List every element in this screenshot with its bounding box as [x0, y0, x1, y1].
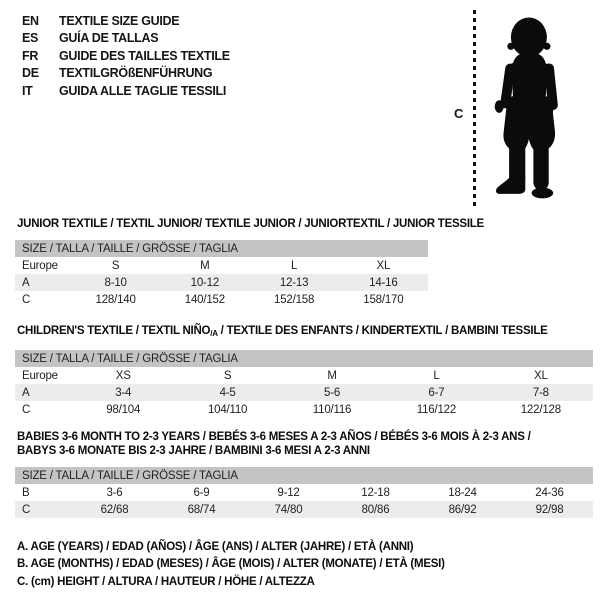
- table-cell: 92/98: [535, 503, 564, 516]
- table-cell: 10-12: [190, 276, 220, 289]
- section-title-text: / TEXTILE DES ENFANTS / KINDERTEXTIL / BAMBINI TESSILE: [217, 325, 548, 337]
- table-cell: 6-9: [193, 486, 210, 499]
- language-label: GUIDA ALLE TAGLIE TESSILI: [59, 83, 227, 98]
- section-title-line: BABIES 3-6 MONTH TO 2-3 YEARS / BEBÉS 3-6 MESES A 2-3 AÑOS / BÉBÉS 3-6 MOIS À 2-3 ANS /: [17, 431, 531, 443]
- table-cell: XL: [533, 369, 548, 382]
- table-row: [15, 367, 593, 384]
- table-row: [15, 257, 428, 274]
- table-cell: XS: [115, 369, 131, 382]
- table-cell: 24-36: [535, 486, 564, 499]
- table-cell: 14-16: [369, 276, 398, 289]
- row-label: A: [22, 386, 30, 399]
- language-row: [22, 65, 230, 83]
- babies-table-section: [15, 430, 593, 518]
- row-label: B: [22, 486, 30, 499]
- section-title-line: BABYS 3-6 MONATE BIS 2-3 JAHRE / BAMBINI 3-6 MESI A 2-3 ANNI: [17, 445, 370, 457]
- height-measure-line: [473, 10, 476, 207]
- language-label: GUIDE DES TAILLES TEXTILE: [59, 48, 230, 63]
- size-header-bar: SIZE / TALLA / TAILLE / GRÖSSE / TAGLIA: [15, 467, 593, 484]
- table-cell: 7-8: [532, 386, 549, 399]
- table-rows: [15, 484, 593, 518]
- section-title: [17, 324, 593, 341]
- legend-line: A. AGE (YEARS) / EDAD (AÑOS) / ÂGE (ANS) / ALTER (JAHRE) / ETÀ (ANNI): [17, 541, 414, 553]
- table-cell: 4-5: [219, 386, 236, 399]
- language-row: [22, 12, 230, 30]
- table-cell: 110/116: [312, 403, 352, 416]
- table-cell: 18-24: [448, 486, 477, 499]
- section-title-subscript: /A: [210, 329, 218, 338]
- size-header-bar: SIZE / TALLA / TAILLE / GRÖSSE / TAGLIA: [15, 350, 593, 367]
- table-cell: 122/128: [520, 403, 561, 416]
- language-code: ES: [22, 31, 39, 46]
- legend-line: C. (cm) HEIGHT / ALTURA / HAUTEUR / HÖHE / ALTEZZA: [17, 575, 315, 588]
- language-label: TEXTILGRÖßENFÜHRUNG: [59, 66, 213, 81]
- table-cell: 86/92: [448, 503, 477, 516]
- table-row: [15, 291, 428, 308]
- table-row: [15, 274, 428, 291]
- table-cell: L: [291, 259, 298, 272]
- table-cell: 80/86: [361, 503, 390, 516]
- language-code: DE: [22, 66, 39, 81]
- table-cell: 158/170: [363, 293, 404, 306]
- section-title: [17, 430, 593, 458]
- section-title-line: JUNIOR TEXTILE / TEXTIL JUNIOR/ TEXTILE JUNIOR / JUNIORTEXTIL / JUNIOR TESSILE: [17, 218, 484, 230]
- table-cell: 9-12: [277, 486, 300, 499]
- section-title-text: CHILDREN'S TEXTILE / TEXTIL NIÑO: [17, 325, 211, 337]
- row-label: A: [22, 276, 30, 289]
- table-cell: 5-6: [324, 386, 341, 399]
- table-rows: [15, 367, 593, 418]
- legend-line: B. AGE (MONTHS) / EDAD (MESES) / ÂGE (MOIS) / ALTER (MONATE) / ETÀ (MESI): [17, 558, 445, 571]
- table-cell: 62/68: [100, 503, 129, 516]
- table-cell: 3-4: [115, 386, 132, 399]
- language-code: FR: [22, 48, 39, 63]
- language-code: EN: [22, 13, 39, 28]
- legend: [17, 539, 445, 591]
- row-label: Europe: [22, 369, 58, 382]
- language-code: IT: [22, 83, 33, 98]
- height-measure-label: C: [454, 106, 464, 121]
- size-header-bar: SIZE / TALLA / TAILLE / GRÖSSE / TAGLIA: [15, 240, 428, 257]
- table-cell: 74/80: [274, 503, 303, 516]
- table-cell: 68/74: [187, 503, 216, 516]
- row-label: C: [22, 403, 31, 416]
- toddler-silhouette-icon: [483, 8, 573, 207]
- language-label: TEXTILE SIZE GUIDE: [59, 13, 180, 28]
- language-row: [22, 82, 230, 100]
- row-label: C: [22, 503, 31, 516]
- table-cell: 12-13: [279, 276, 309, 289]
- table-cell: M: [327, 369, 337, 382]
- table-cell: 8-10: [104, 276, 127, 289]
- table-cell: 152/158: [274, 293, 315, 306]
- table-rows: [15, 257, 428, 308]
- table-cell: 98/104: [106, 403, 141, 416]
- table-cell: 104/110: [207, 403, 248, 416]
- language-row: [22, 30, 230, 48]
- table-cell: L: [433, 369, 440, 382]
- children-table-section: [15, 324, 593, 418]
- table-row: [15, 401, 593, 418]
- language-row: [22, 47, 230, 65]
- table-cell: 140/152: [184, 293, 225, 306]
- table-cell: 6-7: [428, 386, 445, 399]
- table-cell: S: [223, 369, 232, 382]
- section-title: [17, 217, 484, 231]
- table-cell: 128/140: [95, 293, 136, 306]
- junior-table-section: [15, 217, 484, 308]
- table-row: [15, 484, 593, 501]
- row-label: Europe: [22, 259, 58, 272]
- table-cell: 116/122: [416, 403, 457, 416]
- figure-area: [440, 0, 600, 215]
- table-cell: 12-18: [361, 486, 390, 499]
- table-cell: XL: [376, 259, 391, 272]
- row-label: C: [22, 293, 31, 306]
- table-row: [15, 384, 593, 401]
- language-label: GUÍA DE TALLAS: [59, 31, 159, 46]
- table-cell: 3-6: [106, 486, 123, 499]
- table-cell: S: [111, 259, 120, 272]
- table-cell: M: [200, 259, 210, 272]
- language-list: [22, 12, 230, 100]
- table-row: [15, 501, 593, 518]
